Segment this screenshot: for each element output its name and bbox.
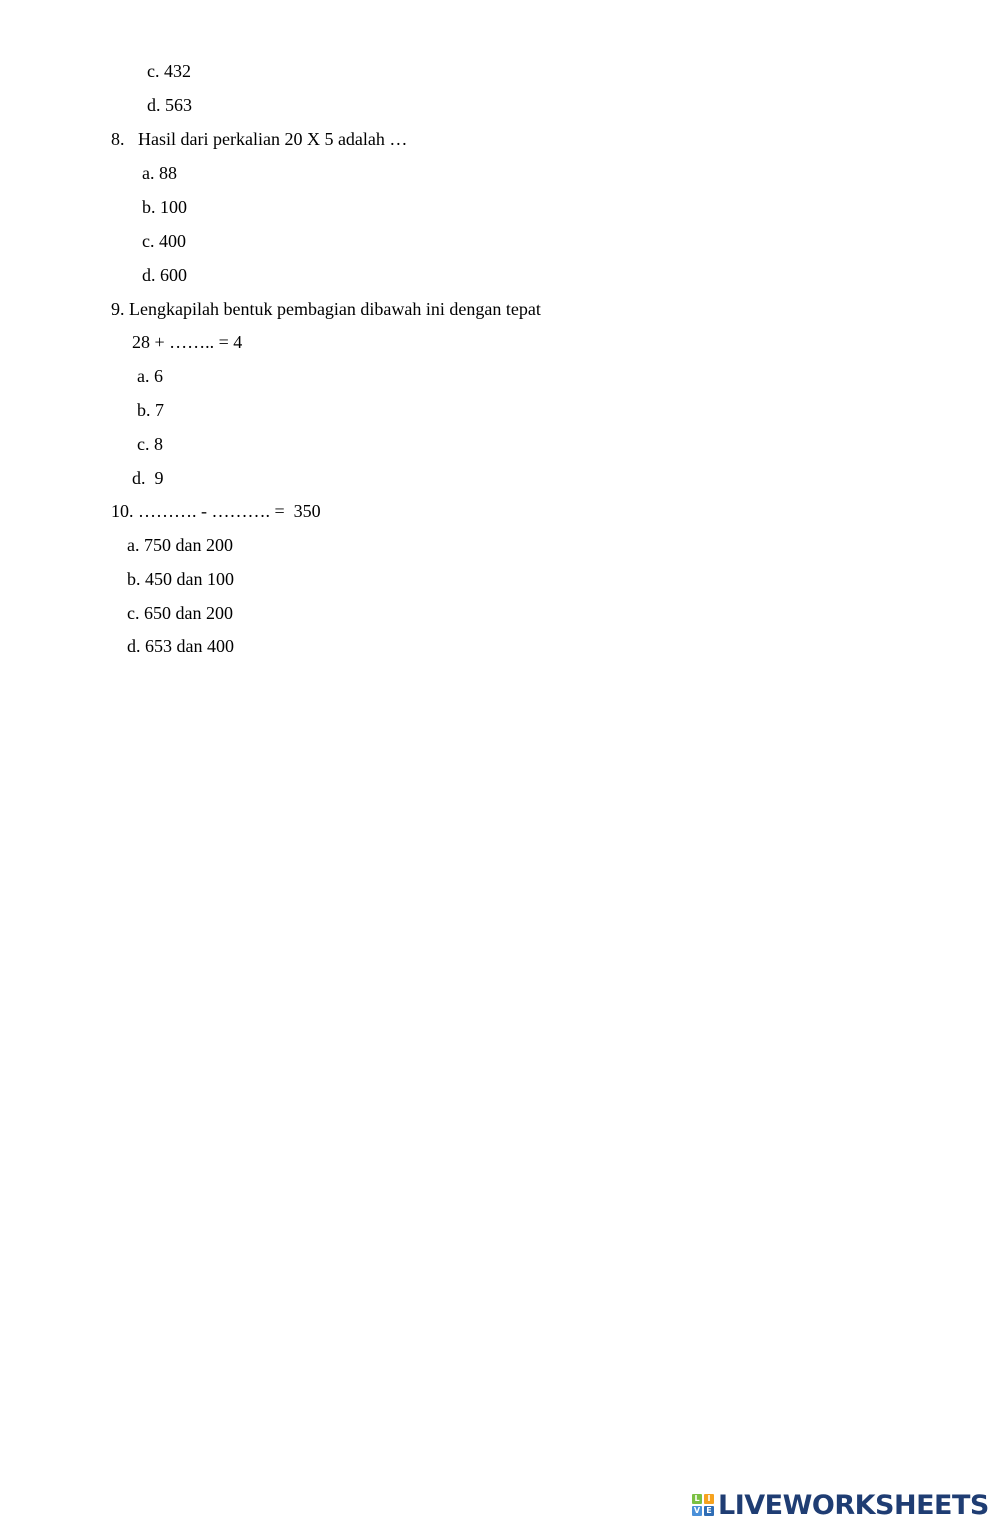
q8-option-c: c. 400 xyxy=(142,231,186,251)
q9-option-b: b. 7 xyxy=(137,400,164,420)
q9-option-c: c. 8 xyxy=(137,434,163,454)
q8-option-d: d. 600 xyxy=(142,265,187,285)
q7-option-c: c. 432 xyxy=(147,61,191,81)
q10-option-c: c. 650 dan 200 xyxy=(127,603,233,623)
logo-cell-e: E xyxy=(704,1506,714,1516)
logo-grid-icon xyxy=(692,1494,714,1516)
q10-option-b: b. 450 dan 100 xyxy=(127,569,234,589)
q9-option-a: a. 6 xyxy=(137,366,163,386)
logo-text: LIVEWORKSHEETS xyxy=(718,1489,989,1521)
logo-cell-l: L xyxy=(692,1494,702,1504)
question-8: 8. Hasil dari perkalian 20 X 5 adalah … xyxy=(111,129,408,149)
q10-option-d: d. 653 dan 400 xyxy=(127,636,234,656)
liveworksheets-logo xyxy=(692,1489,989,1521)
logo-cell-v: V xyxy=(693,1506,701,1515)
question-9: 9. Lengkapilah bentuk pembagian dibawah ini dengan tepat xyxy=(111,299,541,319)
q8-option-a: a. 88 xyxy=(142,163,177,183)
q8-option-b: b. 100 xyxy=(142,197,187,217)
question-10: 10. ………. - ………. = 350 xyxy=(111,501,321,521)
logo-cell-i: I xyxy=(704,1494,714,1504)
q10-option-a: a. 750 dan 200 xyxy=(127,535,233,555)
q7-option-d: d. 563 xyxy=(147,95,192,115)
q9-equation: 28 + …….. = 4 xyxy=(132,332,243,352)
q9-option-d: d. 9 xyxy=(132,468,164,488)
